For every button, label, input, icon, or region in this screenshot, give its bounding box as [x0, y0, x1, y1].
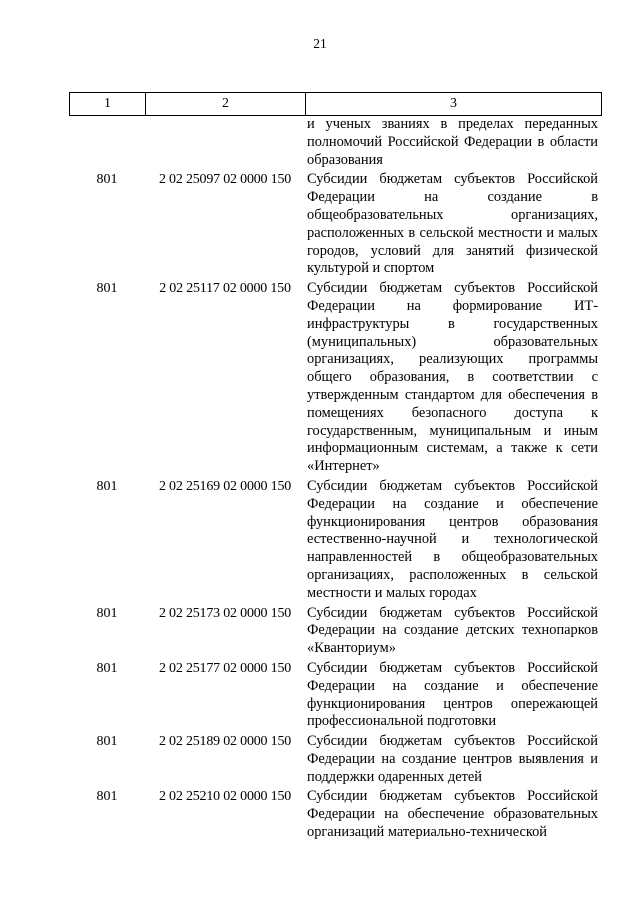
admin-code: 801	[96, 660, 118, 676]
table-header	[69, 92, 602, 116]
table-body	[0, 116, 640, 842]
table-row	[0, 788, 640, 841]
table-row	[0, 733, 640, 786]
table-row	[0, 660, 640, 731]
header-col-1: 1	[70, 93, 146, 115]
income-name: Субсидии бюджетам субъектов Российской Федерации на создание детских технопарков «Кванториум»	[307, 604, 598, 657]
income-name: Субсидии бюджетам субъектов Российской Федерации на формирование ИТ-инфраструктуры в государственных (муниципальных) образовательных организациях, реализующих программы общего образования, в соответствии с утвержденным стандартом для обеспечения в помещениях безопасного доступа к государственным, муниципальным и иным информационным системам, а также к сети «Интернет»	[307, 280, 598, 475]
budget-code: 2 02 25117 02 0000 150	[159, 281, 291, 297]
continuation-text: и ученых званиях в пределах переданных полномочий Российской Федерации в области образования	[307, 116, 598, 168]
income-name: Субсидии бюджетам субъектов Российской Федерации на создание в общеобразовательных организациях, расположенных в сельской местности и малых городов, условий для занятий физической культурой и спортом	[307, 171, 598, 277]
table-row	[0, 171, 640, 278]
budget-code: 2 02 25169 02 0000 150	[158, 478, 292, 494]
income-name: Субсидии бюджетам субъектов Российской Федерации на создание и обеспечение функционирования центров опережающей профессиональной подготовки	[307, 659, 598, 730]
header-col-2: 2	[146, 93, 306, 115]
admin-code: 801	[96, 281, 118, 297]
admin-code: 801	[96, 605, 118, 621]
income-name: Субсидии бюджетам субъектов Российской Федерации на обеспечение образовательных организаций материально-технической	[307, 788, 598, 841]
income-name: Субсидии бюджетам субъектов Российской Федерации на создание центров выявления и поддержки одаренных детей	[307, 733, 598, 785]
admin-code: 801	[96, 734, 118, 750]
admin-code: 801	[96, 172, 118, 188]
page-number: 21	[313, 36, 327, 51]
budget-code: 2 02 25173 02 0000 150	[158, 605, 292, 621]
table-row	[0, 280, 640, 476]
budget-code: 2 02 25097 02 0000 150	[158, 172, 292, 188]
admin-code: 801	[96, 789, 118, 805]
admin-code: 801	[96, 478, 118, 494]
continuation-row	[0, 116, 640, 169]
budget-code: 2 02 25210 02 0000 150	[158, 789, 292, 805]
table-row	[0, 605, 640, 658]
income-name: Субсидии бюджетам субъектов Российской Федерации на создание и обеспечение функционирования центров образования естественно-научной и технологической направленностей в общеобразовательных организациях, расположенных в сельской местности и малых городах	[307, 477, 598, 601]
budget-code: 2 02 25177 02 0000 150	[158, 660, 292, 676]
table-row	[0, 478, 640, 603]
budget-code: 2 02 25189 02 0000 150	[158, 734, 292, 750]
header-col-3: 3	[450, 96, 457, 111]
